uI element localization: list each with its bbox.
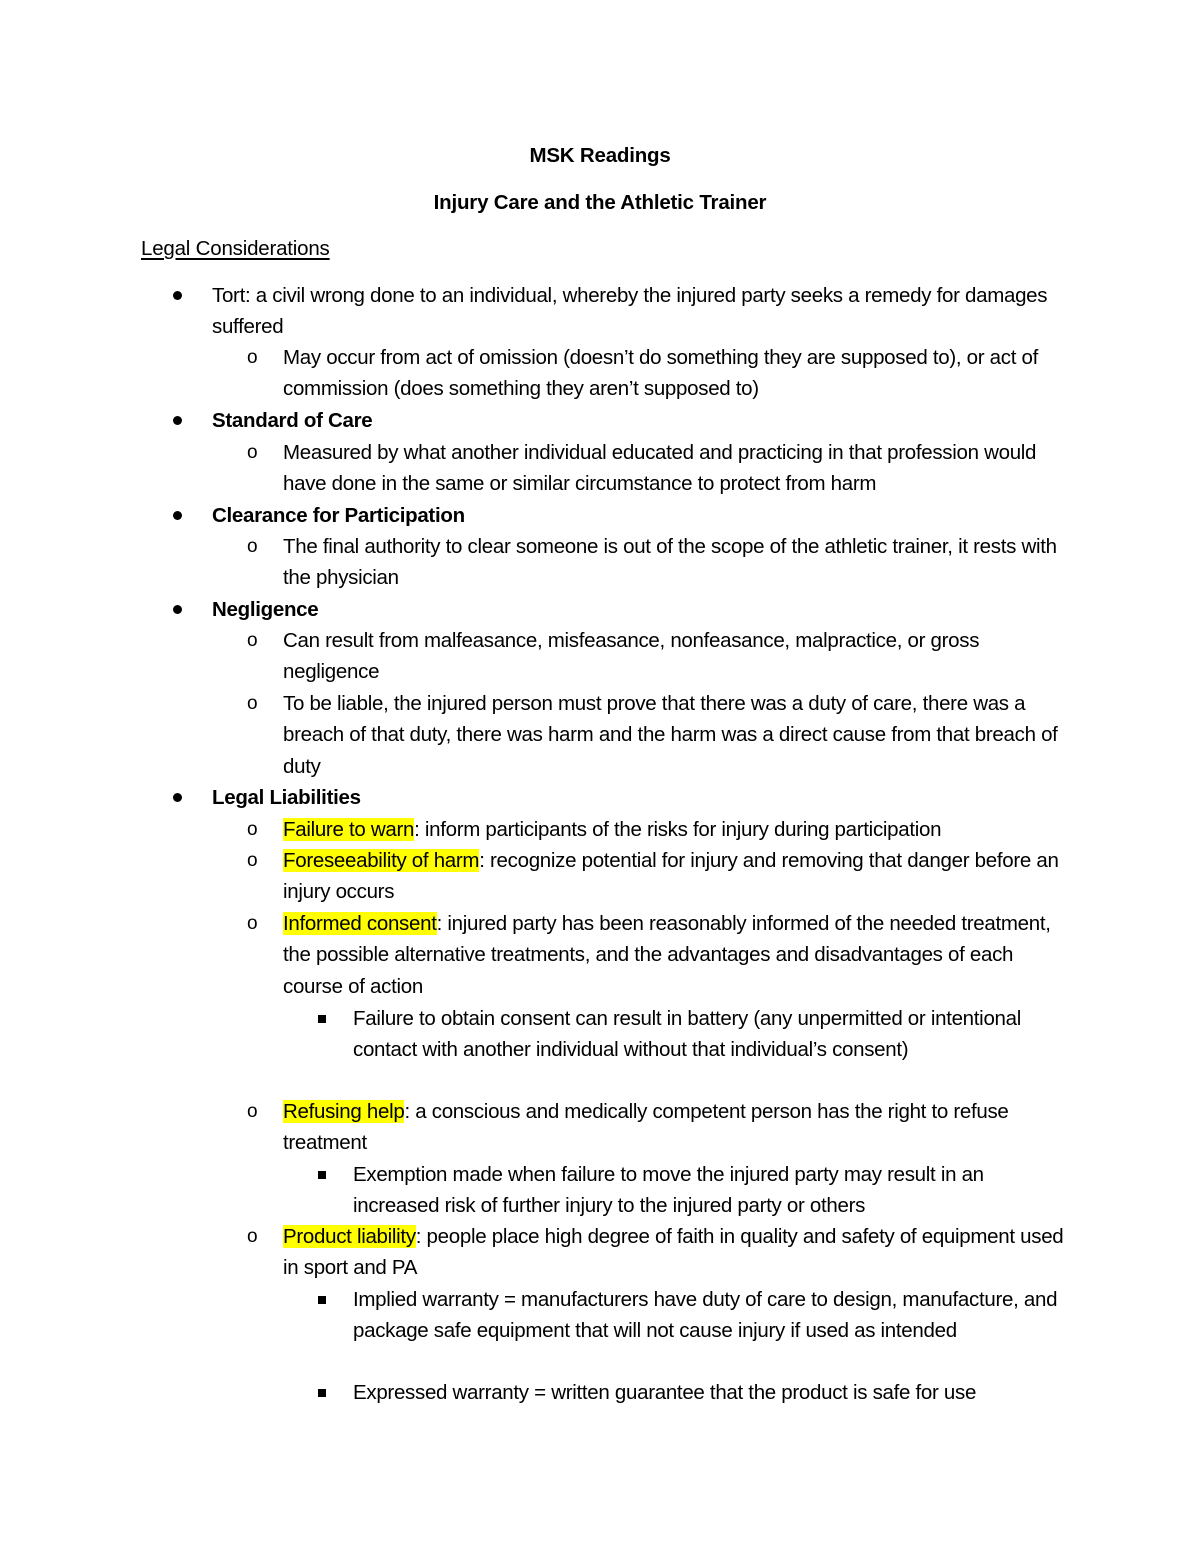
list-item-expressed-warranty: Expressed warranty = written guarantee that the product is safe for use xyxy=(353,1381,977,1404)
bullet-circle: o xyxy=(247,1101,258,1122)
bullet-circle: o xyxy=(247,630,258,651)
term-definition: : recognize potential for injury and removing that danger before an injury occurs xyxy=(283,849,1059,904)
list-item-negligence: Negligence xyxy=(212,598,319,621)
term-definition: : inform participants of the risks for injury during participation xyxy=(414,818,942,841)
list-item-clearance: Clearance for Participation xyxy=(212,504,465,527)
list-item-foreseeability xyxy=(283,845,1073,908)
list-item-failure-to-warn xyxy=(283,814,1073,845)
highlighted-term: Foreseeability of harm xyxy=(283,849,480,872)
bullet-circle: o xyxy=(247,913,258,934)
list-item-clearance-authority: The final authority to clear someone is out of the scope of the athletic trainer, it rests with the physician xyxy=(283,535,1057,590)
bullet-circle: o xyxy=(247,347,258,368)
section-heading: Legal Considerations xyxy=(141,237,330,260)
bullet-circle: o xyxy=(247,536,258,557)
list-item-exemption: Exemption made when failure to move the injured party may result in an increased risk of further injury to the injured party or others xyxy=(353,1163,984,1218)
list-item-tort-omission: May occur from act of omission (doesn’t do something they are supposed to), or act of commission (does something they aren’t supposed to) xyxy=(283,346,1039,401)
list-item-standard-measured: Measured by what another individual educated and practicing in that profession would have done in the same or similar circumstance to protect from harm xyxy=(283,441,1037,496)
list-item-legal-liabilities: Legal Liabilities xyxy=(212,786,361,809)
bullet-circle: o xyxy=(247,819,258,840)
term-definition: : people place high degree of faith in quality and safety of equipment used in sport and PA xyxy=(283,1225,1064,1280)
document-subtitle: Injury Care and the Athletic Trainer xyxy=(433,191,767,214)
list-item-consent-battery: Failure to obtain consent can result in battery (any unpermitted or intentional contact with another individual without that individual’s consent) xyxy=(353,1007,1021,1062)
bullet-circle: o xyxy=(247,442,258,463)
bullet-circle: o xyxy=(247,693,258,714)
highlighted-term: Refusing help xyxy=(283,1100,405,1123)
list-item-tort: Tort: a civil wrong done to an individual, whereby the injured party seeks a remedy for damages suffered xyxy=(212,284,1048,339)
list-item-implied-warranty: Implied warranty = manufacturers have duty of care to design, manufacture, and package safe equipment that will not cause injury if used as intended xyxy=(353,1288,1058,1343)
list-item-product-liability xyxy=(283,1221,1073,1284)
document-title: MSK Readings xyxy=(529,144,671,167)
bullet-circle: o xyxy=(247,1226,258,1247)
list-item-negligence-liable: To be liable, the injured person must prove that there was a duty of care, there was a breach of that duty, there was harm and the harm was a direct cause from that breach of duty xyxy=(283,692,1058,778)
highlighted-term: Informed consent xyxy=(283,912,437,935)
term-definition: : a conscious and medically competent person has the right to refuse treatment xyxy=(283,1100,1009,1155)
bullet-circle: o xyxy=(247,850,258,871)
term-definition: : injured party has been reasonably informed of the needed treatment, the possible alternative treatments, and the advantages and disadvantages of each course of action xyxy=(283,912,1051,998)
list-item-informed-consent xyxy=(283,908,1073,1002)
list-item-negligence-result: Can result from malfeasance, misfeasance, nonfeasance, malpractice, or gross negligence xyxy=(283,629,980,684)
list-item-standard-of-care: Standard of Care xyxy=(212,409,373,432)
list-item-refusing-help xyxy=(283,1096,1073,1159)
highlighted-term: Product liability xyxy=(283,1225,416,1248)
highlighted-term: Failure to warn xyxy=(283,818,415,841)
